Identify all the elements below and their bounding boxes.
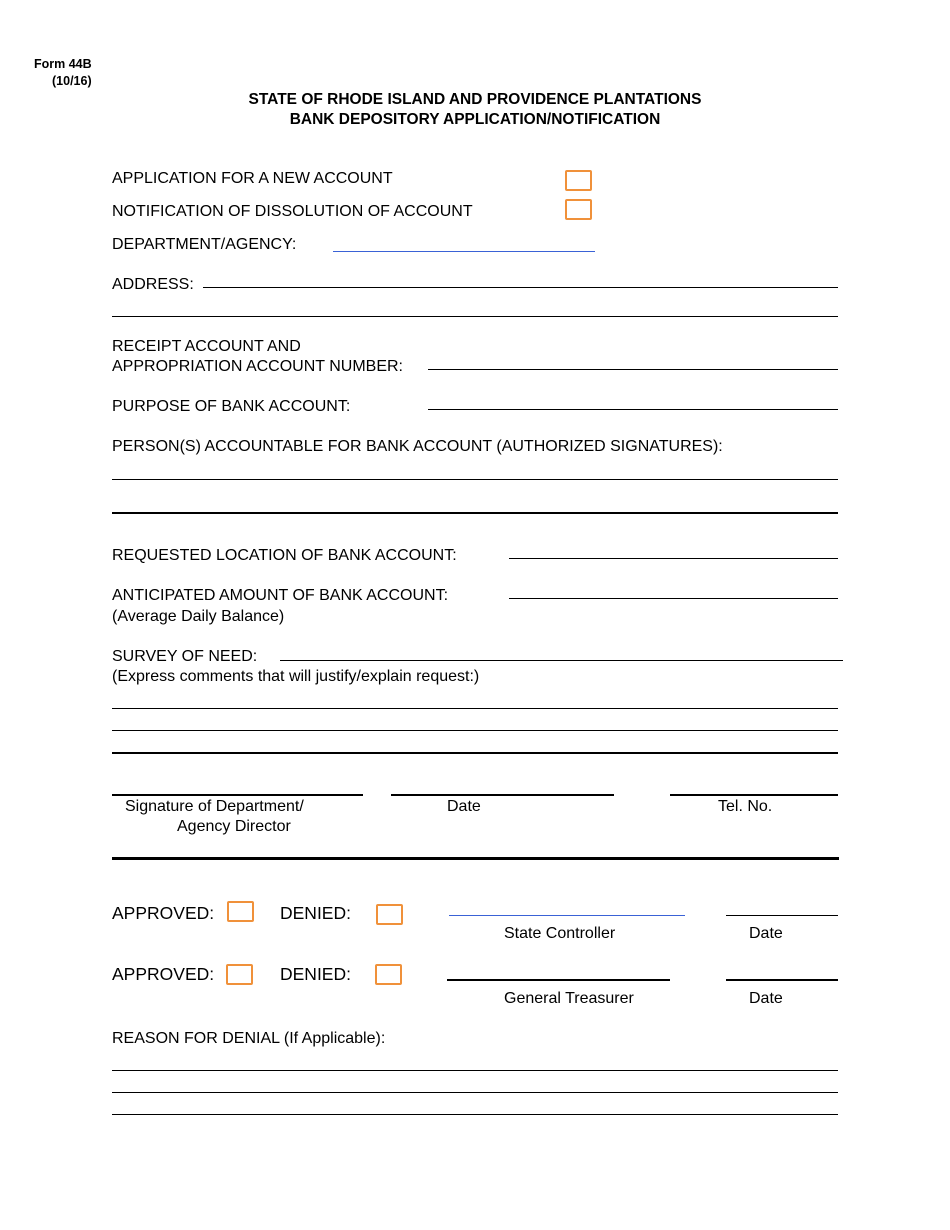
treasurer-approved-checkbox[interactable] — [226, 964, 253, 985]
survey-note: (Express comments that will justify/explain request:) — [112, 668, 480, 685]
controller-denied-checkbox[interactable] — [376, 904, 403, 925]
director-signature-line[interactable] — [112, 794, 363, 796]
treasurer-caption: General Treasurer — [504, 990, 634, 1007]
survey-comment-line2[interactable] — [112, 730, 838, 731]
denial-reason-line1[interactable] — [112, 1070, 838, 1071]
department-field[interactable] — [333, 251, 595, 252]
dissolution-label: NOTIFICATION OF DISSOLUTION OF ACCOUNT — [112, 203, 473, 220]
purpose-label: PURPOSE OF BANK ACCOUNT: — [112, 398, 351, 415]
new-account-checkbox[interactable] — [565, 170, 592, 191]
address-field-line1[interactable] — [203, 287, 838, 288]
tel-number-line[interactable] — [670, 794, 838, 796]
location-label: REQUESTED LOCATION OF BANK ACCOUNT: — [112, 547, 457, 564]
amount-label: ANTICIPATED AMOUNT OF BANK ACCOUNT: — [112, 587, 449, 604]
form-revision: (10/16) — [52, 74, 92, 88]
controller-denied-label: DENIED: — [280, 903, 351, 923]
receipt-account-label-line2: APPROPRIATION ACCOUNT NUMBER: — [112, 358, 403, 375]
signature-date-caption: Date — [447, 798, 481, 815]
treasurer-date-caption: Date — [749, 990, 783, 1007]
denial-reason-label: REASON FOR DENIAL (If Applicable): — [112, 1030, 386, 1047]
persons-accountable-field-line2[interactable] — [112, 512, 838, 514]
director-signature-caption-line2: Agency Director — [177, 818, 291, 835]
amount-field[interactable] — [509, 598, 838, 599]
survey-comment-line1[interactable] — [112, 708, 838, 709]
new-account-label: APPLICATION FOR A NEW ACCOUNT — [112, 170, 393, 187]
controller-signature-line[interactable] — [449, 915, 685, 916]
controller-approved-label: APPROVED: — [112, 903, 215, 923]
amount-note: (Average Daily Balance) — [112, 608, 285, 625]
controller-approved-checkbox[interactable] — [227, 901, 254, 922]
form-number: Form 44B — [34, 57, 92, 71]
purpose-field[interactable] — [428, 409, 838, 410]
treasurer-denied-label: DENIED: — [280, 964, 351, 984]
address-field-line2[interactable] — [112, 316, 838, 317]
treasurer-date-line[interactable] — [726, 979, 838, 981]
persons-accountable-label: PERSON(S) ACCOUNTABLE FOR BANK ACCOUNT (AUTHORIZED SIGNATURES): — [112, 438, 723, 455]
treasurer-denied-checkbox[interactable] — [375, 964, 402, 985]
section-divider — [112, 857, 839, 860]
controller-date-line[interactable] — [726, 915, 838, 916]
persons-accountable-field-line1[interactable] — [112, 479, 838, 480]
treasurer-signature-line[interactable] — [447, 979, 670, 981]
denial-reason-line2[interactable] — [112, 1092, 838, 1093]
form-title-line2: BANK DEPOSITORY APPLICATION/NOTIFICATION — [289, 111, 661, 128]
controller-date-caption: Date — [749, 925, 783, 942]
dissolution-checkbox[interactable] — [565, 199, 592, 220]
receipt-account-field[interactable] — [428, 369, 838, 370]
receipt-account-label-line1: RECEIPT ACCOUNT AND — [112, 338, 301, 355]
survey-field[interactable] — [280, 660, 843, 661]
form-title-line1: STATE OF RHODE ISLAND AND PROVIDENCE PLANTATIONS — [248, 91, 702, 108]
department-label: DEPARTMENT/AGENCY: — [112, 236, 297, 253]
address-label: ADDRESS: — [112, 276, 194, 293]
controller-caption: State Controller — [504, 925, 616, 942]
signature-date-line[interactable] — [391, 794, 614, 796]
denial-reason-line3[interactable] — [112, 1114, 838, 1115]
treasurer-approved-label: APPROVED: — [112, 964, 215, 984]
survey-comment-line3[interactable] — [112, 752, 838, 754]
survey-label: SURVEY OF NEED: — [112, 648, 258, 665]
location-field[interactable] — [509, 558, 838, 559]
tel-number-caption: Tel. No. — [718, 798, 773, 815]
director-signature-caption-line1: Signature of Department/ — [125, 798, 304, 815]
